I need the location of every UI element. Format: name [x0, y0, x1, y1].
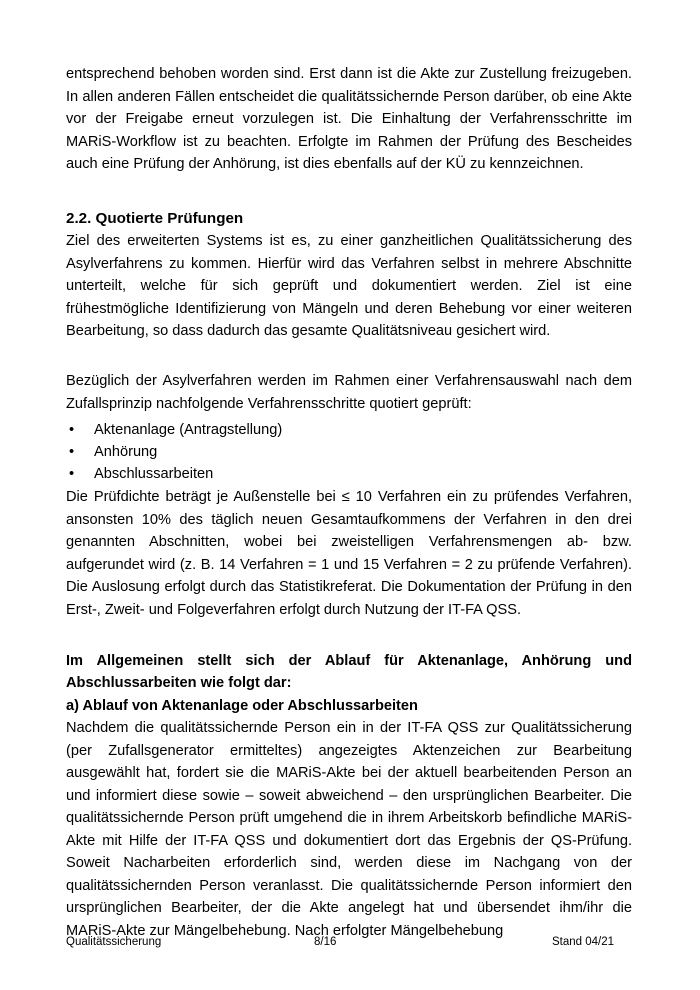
density-paragraph: Die Prüfdichte beträgt je Außenstelle bei ≤ 10 Verfahren ein zu prüfendes Verfahren, ansonsten 10% des täglich neuen Gesamtaufkommens der Verfahren in den drei genannten Abschnitten, wobei bei zweistelligen Verfahrensmengen ab- bzw. aufgerundet wird (z. B. 14 Verfahren = 1 und 15 Verfahren = 2 zu prüfende Verfahren). Die Auslosung erfolgt durch das Statistikreferat. Die Dokumentation der Prüfung in den Erst-, Zweit- und Folgeverfahren erfolgt durch Nutzung der IT-FA QSS. [66, 489, 632, 618]
list-item [66, 463, 632, 485]
section-heading: 2.2. Quotierte Prüfungen [66, 210, 244, 227]
footer-page-number: 8/16 [314, 936, 337, 948]
process-intro: Im Allgemeinen stellt sich der Ablauf für Aktenanlage, Anhörung und Abschlussarbeiten wie folgt dar: [66, 653, 632, 691]
list-item [66, 419, 632, 441]
selection-paragraph: Bezüglich der Asylverfahren werden im Rahmen einer Verfahrensauswahl nach dem Zufallsprinzip nachfolgende Verfahrensschritte quotiert geprüft: [66, 373, 632, 412]
process-paragraph: Nachdem die qualitätssichernde Person ein in der IT-FA QSS zur Qualitätssicherung (per Zufallsgenerator ermitteltes) angezeigtes Aktenzeichen zur Bearbeitung ausgewählt hat, fordert sie die MARiS-Akte bei der aktuell bearbeitenden Person an und informiert diese sowie – soweit abweichend – den ursprünglichen Bearbeiter. Die qualitätssichernde Person prüft umgehend die in ihrem Arbeitskorb befindliche MARiS-Akte mit Hilfe der IT-FA QSS und dokumentiert dort das Ergebnis der QS-Prüfung. Soweit Nacharbeiten erforderlich sind, werden diese im Nachgang von der qualitätssichernden Person veranlasst. Die qualitätssichernde Person informiert den ursprünglichen Bearbeiter, der die Akte angelegt hat und übersendet ihm/ihr die MARiS-Akte zur Mängelbehebung. Nach erfolgter Mängelbehebung [66, 720, 632, 939]
footer-left: Qualitätssicherung [66, 936, 162, 948]
steps-list [66, 419, 632, 485]
subheading-a: a) Ablauf von Aktenanlage oder Abschlussarbeiten [66, 698, 418, 714]
bullet-icon: • [69, 466, 75, 482]
list-item-label: Aktenanlage (Antragstellung) [94, 422, 283, 438]
bullet-icon: • [69, 444, 75, 460]
list-item-label: Anhörung [94, 444, 158, 460]
list-item-label: Abschlussarbeiten [94, 466, 214, 482]
intro-paragraph: entsprechend behoben worden sind. Erst dann ist die Akte zur Zustellung freizugeben. In allen anderen Fällen entscheidet die qualitätssichernde Person darüber, ob eine Akte vor der Freigabe erneut vorzulegen ist. Die Einhaltung der Verfahrensschritte im MARiS-Workflow ist zu beachten. Erfolgte im Rahmen der Prüfung des Bescheides auch eine Prüfung der Anhörung, ist dies ebenfalls auf der KÜ zu kennzeichnen. [66, 66, 632, 172]
bullet-icon: • [69, 422, 75, 438]
footer-right: Stand 04/21 [552, 936, 615, 948]
list-item [66, 441, 632, 463]
section-paragraph: Ziel des erweiterten Systems ist es, zu einer ganzheitlichen Qualitätssicherung des Asylverfahrens zu kommen. Hierfür wird das Verfahren selbst in mehrere Abschnitte unterteilt, welche für sich geprüft und dokumentiert werden. Ziel ist eine frühestmögliche Identifizierung von Mängeln und deren Behebung vor einer weiteren Bearbeitung, so dass dadurch das gesamte Qualitätsniveau gesichert wird. [66, 233, 632, 339]
